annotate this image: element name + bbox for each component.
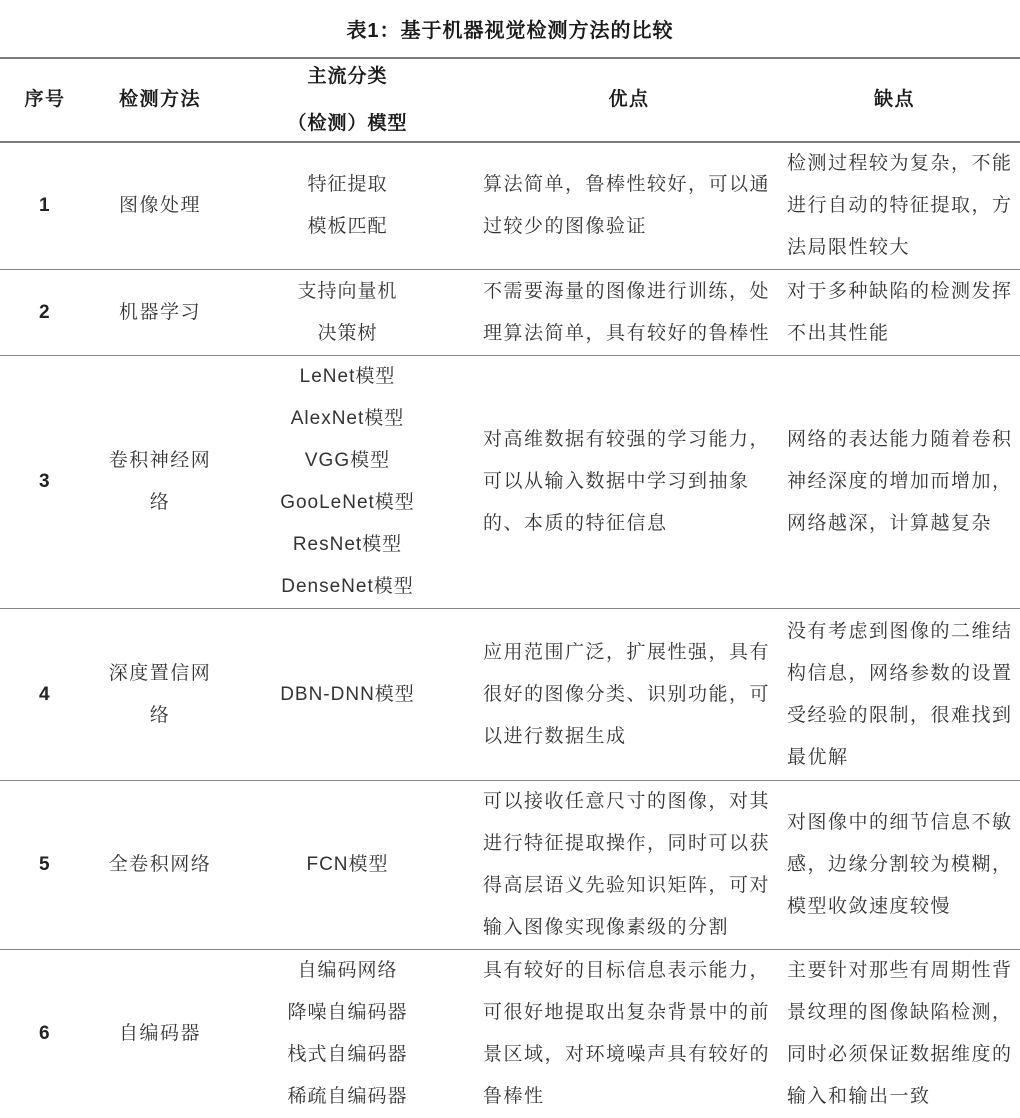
text-line: 具有较好的目标信息表示能力， xyxy=(483,960,771,981)
text-line: VGG模型 xyxy=(304,450,391,471)
method-cell xyxy=(90,270,230,355)
header-pros: 优点 xyxy=(608,89,650,110)
text-line: 最优解 xyxy=(787,746,849,768)
comparison-table xyxy=(0,57,1020,1118)
header-index: 序号 xyxy=(24,89,66,110)
header-models-line1: 主流分类 xyxy=(307,66,388,87)
table-row xyxy=(0,781,1020,950)
text-line: 络 xyxy=(149,492,171,513)
text-line: 理算法简单，具有较好的鲁棒性 xyxy=(483,322,771,344)
pros-cell xyxy=(465,781,775,949)
pros-cell xyxy=(465,270,775,355)
text-line: 对图像中的细节信息不敏 xyxy=(787,812,1013,833)
text-line: 全卷积网络 xyxy=(108,854,212,875)
text-line: 以进行数据生成 xyxy=(483,725,627,747)
text-line: DBN-DNN模型 xyxy=(280,683,415,705)
cons-cell xyxy=(775,356,1020,608)
text-line: 不出其性能 xyxy=(787,322,890,344)
text-line: 机器学习 xyxy=(118,301,201,323)
text-line: 输入和输出一致 xyxy=(787,1086,931,1107)
row-index: 6 xyxy=(38,1023,52,1044)
text-line: 决策树 xyxy=(317,322,378,344)
text-line: DenseNet模型 xyxy=(281,576,414,597)
text-line: 受经验的限制，很难找到 xyxy=(787,704,1013,726)
text-line: 进行自动的特征提取，方 xyxy=(787,195,1013,216)
models-cell xyxy=(230,270,465,355)
text-line: 神经深度的增加而增加， xyxy=(787,471,1013,492)
text-line: GooLeNet模型 xyxy=(280,492,415,513)
method-cell xyxy=(90,609,230,780)
text-line: 主要针对那些有周期性背 xyxy=(787,960,1013,981)
text-line: 深度置信网 xyxy=(108,662,212,684)
text-line: 输入图像实现像素级的分割 xyxy=(483,917,730,938)
models-cell xyxy=(230,356,465,608)
text-line: 很好的图像分类、识别功能，可 xyxy=(483,683,771,705)
text-line: 检测过程较为复杂，不能 xyxy=(787,153,1013,174)
header-cons: 缺点 xyxy=(873,89,915,110)
text-line: 网络越深，计算越复杂 xyxy=(787,513,993,534)
cons-cell xyxy=(775,950,1020,1118)
method-cell xyxy=(90,950,230,1118)
text-line: 鲁棒性 xyxy=(483,1086,545,1107)
row-index: 3 xyxy=(38,471,52,492)
table-header-row xyxy=(0,57,1020,143)
pros-cell xyxy=(465,950,775,1118)
table-row xyxy=(0,609,1020,781)
text-line: 过较少的图像验证 xyxy=(483,216,648,237)
text-line: 进行特征提取操作，同时可以获 xyxy=(483,833,771,854)
text-line: 自编码器 xyxy=(118,1023,201,1044)
text-line: 栈式自编码器 xyxy=(287,1044,408,1065)
text-line: 网络的表达能力随着卷积 xyxy=(787,429,1013,450)
text-line: LeNet模型 xyxy=(299,366,396,387)
text-line: ResNet模型 xyxy=(292,534,403,555)
models-cell xyxy=(230,950,465,1118)
text-line: 没有考虑到图像的二维结 xyxy=(787,620,1013,642)
cons-cell xyxy=(775,143,1020,269)
cons-cell xyxy=(775,781,1020,949)
header-models xyxy=(230,53,465,147)
pros-cell xyxy=(465,356,775,608)
text-line: 可以接收任意尺寸的图像，对其 xyxy=(483,791,771,812)
header-models-line2: （检测）模型 xyxy=(287,113,408,134)
text-line: 得高层语义先验知识矩阵，可对 xyxy=(483,875,771,896)
text-line: 降噪自编码器 xyxy=(287,1002,408,1023)
text-line: 构信息，网络参数的设置 xyxy=(787,662,1013,684)
text-line: 特征提取 xyxy=(307,174,388,195)
text-line: 图像处理 xyxy=(118,195,201,216)
text-line: 同时必须保证数据维度的 xyxy=(787,1044,1013,1065)
table-row xyxy=(0,270,1020,356)
text-line: 卷积神经网 xyxy=(108,450,212,471)
text-line: 不需要海量的图像进行训练，处 xyxy=(483,280,771,302)
text-line: 可以从输入数据中学习到抽象 xyxy=(483,471,750,492)
method-cell xyxy=(90,356,230,608)
pros-cell xyxy=(465,143,775,269)
text-line: AlexNet模型 xyxy=(290,408,405,429)
text-line: 可很好地提取出复杂背景中的前 xyxy=(483,1002,771,1023)
row-index: 5 xyxy=(38,854,52,875)
text-line: 感，边缘分割较为模糊， xyxy=(787,854,1013,875)
cons-cell xyxy=(775,609,1020,780)
models-cell xyxy=(230,609,465,780)
table-row xyxy=(0,143,1020,270)
table-row xyxy=(0,356,1020,609)
models-cell xyxy=(230,781,465,949)
text-line: 对高维数据有较强的学习能力， xyxy=(483,429,771,450)
text-line: 景纹理的图像缺陷检测， xyxy=(787,1002,1013,1023)
text-line: FCN模型 xyxy=(306,854,389,875)
text-line: 络 xyxy=(149,704,171,726)
table-title: 表1：基于机器视觉检测方法的比较 xyxy=(346,20,674,42)
models-cell xyxy=(230,143,465,269)
row-index: 4 xyxy=(38,683,52,705)
text-line: 的、本质的特征信息 xyxy=(483,513,668,534)
cons-cell xyxy=(775,270,1020,355)
header-method: 检测方法 xyxy=(118,89,201,110)
text-line: 应用范围广泛，扩展性强，具有 xyxy=(483,641,771,663)
pros-cell xyxy=(465,609,775,780)
text-line: 景区域，对环境噪声具有较好的 xyxy=(483,1044,771,1065)
text-line: 对于多种缺陷的检测发挥 xyxy=(787,280,1013,302)
text-line: 自编码网络 xyxy=(297,960,398,981)
text-line: 模型收敛速度较慢 xyxy=(787,896,952,917)
text-line: 模板匹配 xyxy=(307,216,388,237)
row-index: 1 xyxy=(38,195,52,216)
method-cell xyxy=(90,143,230,269)
text-line: 算法简单，鲁棒性较好，可以通 xyxy=(483,174,771,195)
row-index: 2 xyxy=(38,301,52,323)
table-row xyxy=(0,950,1020,1118)
method-cell xyxy=(90,781,230,949)
text-line: 法局限性较大 xyxy=(787,237,911,258)
text-line: 稀疏自编码器 xyxy=(287,1086,408,1107)
text-line: 支持向量机 xyxy=(297,280,398,302)
